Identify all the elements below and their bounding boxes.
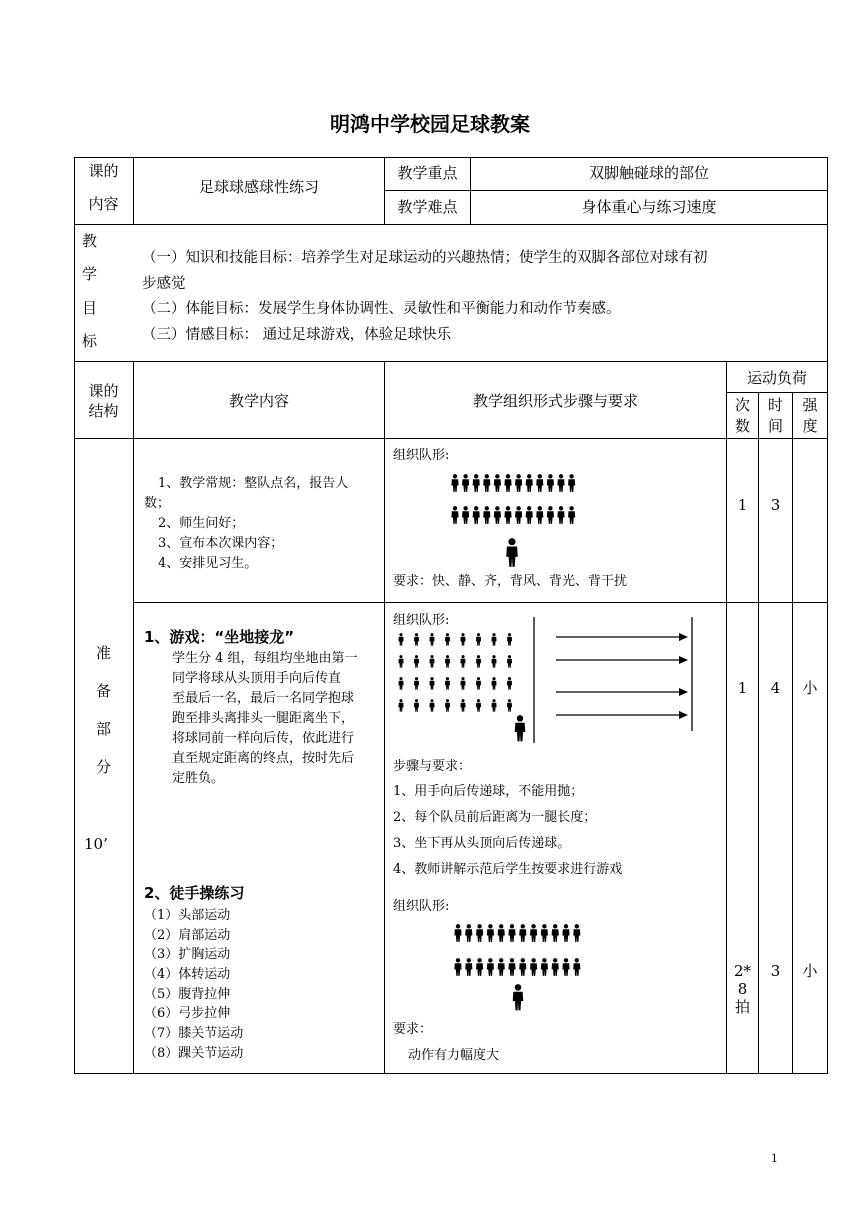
student-figure xyxy=(541,958,548,976)
student-figure xyxy=(476,655,481,668)
intensity-header-2: 度 xyxy=(802,417,818,435)
duration-header-2: 间 xyxy=(767,417,783,435)
game-formation-diagram xyxy=(396,615,726,750)
requirement: 要求：快、静、齐，背风、背光、背干扰 xyxy=(393,574,628,589)
student-figure xyxy=(476,924,483,942)
arrow-icon xyxy=(679,688,688,696)
duration-value: 4 xyxy=(770,679,781,697)
formation-label: 组织队形: xyxy=(393,613,450,628)
objective-line-2: 步感觉 xyxy=(142,276,186,292)
exercise-heading: 2、徒手操练习 xyxy=(144,884,245,902)
load-header: 运动负荷 xyxy=(746,369,807,387)
content-line: （7）膝关节运动 xyxy=(144,1026,244,1041)
student-figure xyxy=(476,677,481,690)
student-figure xyxy=(508,924,515,942)
teacher-figure xyxy=(513,984,524,1010)
times-header-1: 次 xyxy=(734,396,750,414)
arrow-icon xyxy=(679,711,688,719)
student-figure xyxy=(465,924,472,942)
times-header-2: 数 xyxy=(734,417,750,435)
student-figure xyxy=(515,506,522,524)
student-figure xyxy=(519,958,526,976)
content-line: （2）肩部运动 xyxy=(144,928,231,943)
student-figure xyxy=(398,633,403,646)
student-figure xyxy=(414,655,419,668)
student-figure xyxy=(487,924,494,942)
formation-diagram xyxy=(450,470,580,574)
objective-line-3: （二）体能目标：发展学生身体协调性、灵敏性和平衡能力和动作节奏感。 xyxy=(142,301,621,317)
objective-line-1: （一）知识和技能目标：培养学生对足球运动的兴趣热情；使学生的双脚各部位对球有初 xyxy=(142,250,708,266)
student-figure xyxy=(530,924,537,942)
student-figure xyxy=(445,655,450,668)
student-figure xyxy=(557,474,564,492)
intensity-header-1: 强 xyxy=(802,396,818,414)
student-figure xyxy=(515,474,522,492)
content-line: 定胜负。 xyxy=(172,771,225,786)
content-line: 将球同前一样向后传，依此进行 xyxy=(172,731,355,746)
student-figure xyxy=(504,474,511,492)
content-line: （1）头部运动 xyxy=(144,908,231,923)
student-figure xyxy=(494,474,501,492)
objective-line-4: （三）情感目标： 通过足球游戏，体验足球快乐 xyxy=(142,327,452,343)
student-figure xyxy=(508,958,515,976)
student-figure xyxy=(507,699,512,712)
content-line: （8）踝关节运动 xyxy=(144,1046,244,1061)
step-item: 1、用手向后传递球，不能用抛； xyxy=(393,784,584,799)
step-item: 4、教师讲解示范后学生按要求进行游戏 xyxy=(393,862,623,877)
content-line: 4、安排见习生。 xyxy=(158,556,258,571)
student-figure xyxy=(507,633,512,646)
student-figure xyxy=(414,633,419,646)
student-figure xyxy=(476,699,481,712)
student-figure xyxy=(454,924,461,942)
objectives-label-1: 教 xyxy=(82,232,98,250)
student-figure xyxy=(473,474,480,492)
times-value: 1 xyxy=(737,496,748,514)
times-value-2: 8 xyxy=(737,980,748,998)
page-title: 明鸿中学校园足球教案 xyxy=(330,112,530,136)
intensity-value: 小 xyxy=(802,679,818,697)
student-figure xyxy=(460,677,465,690)
times-value: 1 xyxy=(737,679,748,697)
student-figure xyxy=(462,474,469,492)
course-content-label-1: 课的 xyxy=(88,162,119,180)
content-header: 教学内容 xyxy=(228,392,289,410)
difficulty-label: 教学难点 xyxy=(397,198,458,216)
student-figure xyxy=(573,958,580,976)
content-line: （6）弓步拉伸 xyxy=(144,1006,231,1021)
student-figure xyxy=(414,699,419,712)
student-figure xyxy=(429,633,434,646)
content-line: （5）腹背拉伸 xyxy=(144,987,231,1002)
duration-header-1: 时 xyxy=(767,396,783,414)
times-value-1: 2* xyxy=(733,962,752,980)
student-figure xyxy=(562,958,569,976)
key-point-label: 教学重点 xyxy=(397,164,458,182)
student-figure xyxy=(504,506,511,524)
content-line: 学生分 4 组，每组均坐地由第一 xyxy=(172,651,358,666)
page-number: 1 xyxy=(771,1152,778,1165)
duration-value: 3 xyxy=(770,962,781,980)
arrow-icon xyxy=(679,633,688,641)
student-figure xyxy=(573,924,580,942)
student-figure xyxy=(460,699,465,712)
section-time: 10’ xyxy=(84,835,108,853)
teacher-figure xyxy=(506,538,518,567)
student-figure xyxy=(398,677,403,690)
times-value-3: 拍 xyxy=(734,998,750,1016)
student-figure xyxy=(491,699,496,712)
student-figure xyxy=(547,474,554,492)
student-figure xyxy=(491,655,496,668)
student-figure xyxy=(476,633,481,646)
content-line: 跑至排头离排头一腿距离坐下， xyxy=(172,711,355,726)
student-figure xyxy=(541,924,548,942)
student-figure xyxy=(429,699,434,712)
student-figure xyxy=(460,633,465,646)
student-figure xyxy=(460,655,465,668)
content-line: （4）体转运动 xyxy=(144,967,231,982)
game-heading: 1、游戏：“坐地接龙” xyxy=(144,628,295,646)
student-figure xyxy=(552,958,559,976)
key-point: 双脚触碰球的部位 xyxy=(588,164,709,182)
student-figure xyxy=(491,633,496,646)
exercise-formation-diagram xyxy=(450,920,585,1016)
student-figure xyxy=(476,958,483,976)
teacher-figure xyxy=(515,715,526,741)
student-figure xyxy=(445,677,450,690)
student-figure xyxy=(557,506,564,524)
student-figure xyxy=(526,506,533,524)
course-content-label-2: 内容 xyxy=(88,195,119,213)
student-figure xyxy=(526,474,533,492)
student-figure xyxy=(507,677,512,690)
student-figure xyxy=(530,958,537,976)
duration-value: 3 xyxy=(770,496,781,514)
content-line: 直至规定距离的终点，按时先后 xyxy=(172,751,355,766)
student-figure xyxy=(507,655,512,668)
student-figure xyxy=(465,958,472,976)
requirement-label: 要求： xyxy=(393,1022,433,1037)
student-figure xyxy=(562,924,569,942)
structure-label-1: 课的 xyxy=(88,382,119,400)
student-figure xyxy=(473,506,480,524)
content-line: 数； xyxy=(144,496,171,511)
student-figure xyxy=(536,506,543,524)
student-figure xyxy=(552,924,559,942)
student-figure xyxy=(398,699,403,712)
content-line: 至最后一名，最后一名同学抱球 xyxy=(172,691,355,706)
objectives-label-3: 目 xyxy=(82,299,98,317)
section-name-1: 准 xyxy=(95,644,111,662)
objectives-label-2: 学 xyxy=(82,265,98,283)
student-figure xyxy=(429,677,434,690)
arrow-icon xyxy=(679,656,688,664)
student-figure xyxy=(494,506,501,524)
steps-label: 步骤与要求： xyxy=(393,759,472,774)
step-item: 2、每个队员前后距离为一腿长度； xyxy=(393,810,597,825)
student-figure xyxy=(536,474,543,492)
content-line: 3、宣布本次课内容； xyxy=(158,536,284,551)
section-name-4: 分 xyxy=(95,758,111,776)
content-line: （3）扩胸运动 xyxy=(144,947,231,962)
student-figure xyxy=(462,506,469,524)
student-figure xyxy=(445,633,450,646)
organization-header: 教学组织形式步骤与要求 xyxy=(472,392,638,410)
student-figure xyxy=(483,506,490,524)
student-figure xyxy=(498,958,505,976)
section-name-2: 备 xyxy=(95,682,111,700)
objectives-label-4: 标 xyxy=(82,332,98,350)
requirement: 动作有力幅度大 xyxy=(408,1048,500,1063)
student-figure xyxy=(491,677,496,690)
content-line: 2、师生问好； xyxy=(158,516,245,531)
course-content: 足球球感球性练习 xyxy=(198,178,319,196)
student-figure xyxy=(398,655,403,668)
student-figure xyxy=(547,506,554,524)
student-figure xyxy=(498,924,505,942)
student-figure xyxy=(451,506,458,524)
student-figure xyxy=(487,958,494,976)
structure-label-2: 结构 xyxy=(88,402,119,420)
student-figure xyxy=(445,699,450,712)
formation-label: 组织队形: xyxy=(393,448,450,463)
intensity-value: 小 xyxy=(802,962,818,980)
student-figure xyxy=(451,474,458,492)
formation-label: 组织队形: xyxy=(393,899,450,914)
student-figure xyxy=(414,677,419,690)
student-figure xyxy=(519,924,526,942)
student-figure xyxy=(483,474,490,492)
student-figure xyxy=(568,474,575,492)
difficulty: 身体重心与练习速度 xyxy=(581,198,717,216)
student-figure xyxy=(568,506,575,524)
student-figure xyxy=(454,958,461,976)
student-figure xyxy=(429,655,434,668)
section-name-3: 部 xyxy=(95,720,111,738)
step-item: 3、坐下再从头顶向后传递球。 xyxy=(393,836,571,851)
content-line: 同学将球从头顶用手向后传直 xyxy=(172,671,342,686)
content-line: 1、教学常规：整队点名，报告人 xyxy=(158,476,349,491)
